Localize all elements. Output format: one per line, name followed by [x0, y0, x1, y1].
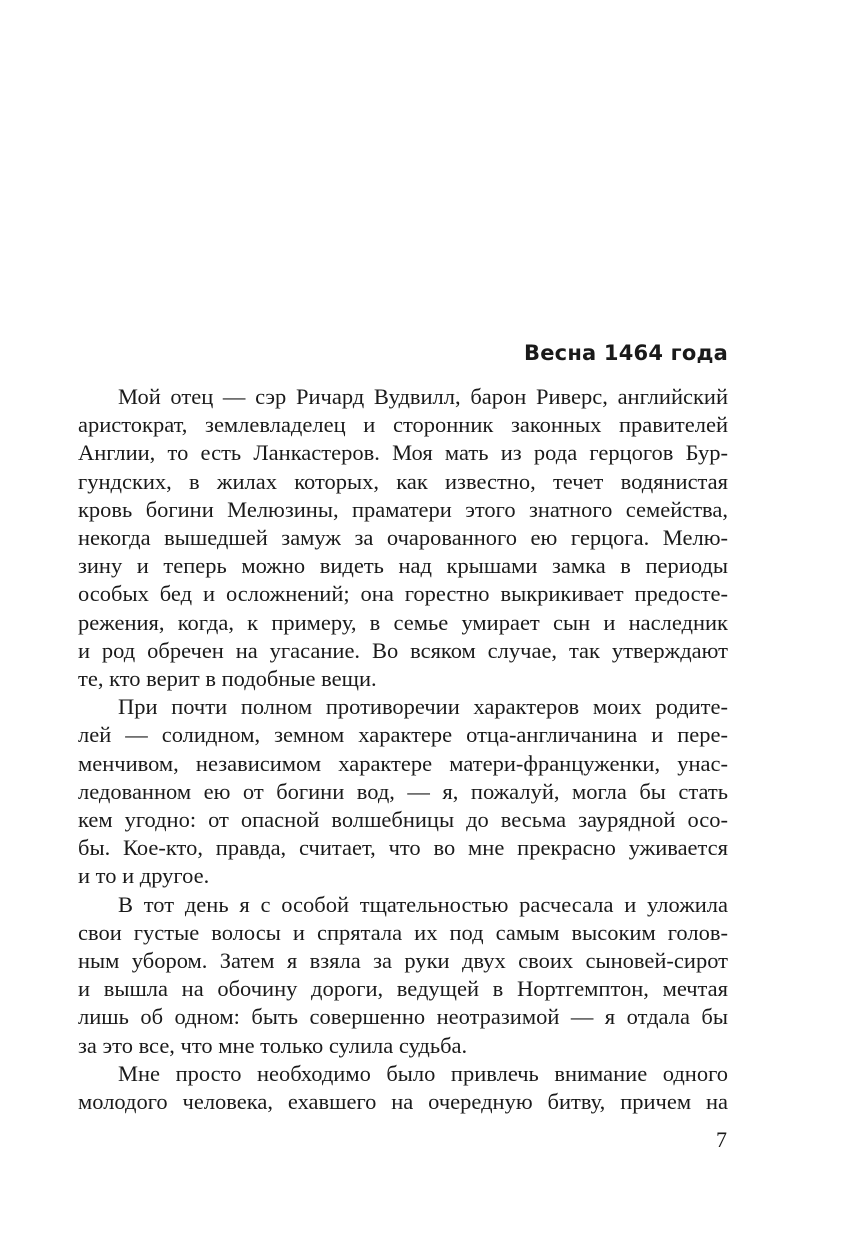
text-line: Англии, то есть Ланкастеров. Моя мать из рода герцогов Бур-: [78, 440, 728, 466]
text-line: особых бед и осложнений; она горестно выкрикивает предосте-: [78, 581, 728, 607]
text-line: и род обречен на угасание. Во всяком случае, так утверждают: [78, 637, 728, 663]
text-line: молодого человека, ехавшего на очередную битву, причем на: [78, 1089, 728, 1115]
paragraph-2: [78, 693, 728, 890]
text-line: ным убором. Затем я взяла за руки двух своих сыновей-сирот: [78, 948, 728, 974]
text-line: кем угодно: от опасной волшебницы до весьма заурядной осо-: [78, 807, 728, 833]
text-line: Мой отец — сэр Ричард Вудвилл, барон Риверс, английский: [118, 384, 728, 409]
text-line: лей — солидном, земном характере отца-англичанина и пере-: [78, 722, 728, 748]
text-line: бы. Кое-кто, правда, считает, что во мне прекрасно уживается: [78, 835, 728, 861]
text-line: и то и другое.: [78, 863, 210, 889]
text-line: аристократ, землевладелец и сторонник законных правителей: [78, 412, 728, 438]
text-line: режения, когда, к примеру, в семье умирает сын и наследник: [78, 609, 728, 635]
text-line: В тот день я с особой тщательностью расчесала и уложила: [118, 891, 728, 917]
page-number: 7: [716, 1127, 727, 1152]
body-text: [78, 383, 728, 1116]
text-line: зину и теперь можно видеть над крышами замка в периоды: [78, 553, 728, 579]
text-line: ледованном ею от богини вод, — я, пожалуй, могла бы стать: [78, 778, 728, 804]
text-line: гундских, в жилах которых, как известно, течет водянистая: [78, 468, 728, 494]
text-line: те, кто верит в подобные вещи.: [78, 666, 377, 692]
paragraph-1: [78, 383, 728, 693]
text-line: менчивом, независимом характере матери-француженки, унас-: [78, 750, 728, 776]
text-line: кровь богини Мелюзины, праматери этого знатного семейства,: [78, 496, 728, 522]
paragraph-4: [78, 1060, 728, 1116]
text-line: При почти полном противоречии характеров моих родите-: [118, 694, 728, 720]
text-line: некогда вышедшей замуж за очарованного ею герцога. Мелю-: [78, 525, 728, 551]
chapter-heading: Весна 1464 года: [524, 341, 728, 365]
text-line: лишь об одном: быть совершенно неотразимой — я отдала бы: [78, 1004, 728, 1030]
paragraph-3: [78, 891, 728, 1060]
text-line: свои густые волосы и спрятала их под самым высоким голов-: [78, 919, 728, 945]
text-line: Мне просто необходимо было привлечь внимание одного: [118, 1060, 728, 1086]
text-line: и вышла на обочину дороги, ведущей в Нортгемптон, мечтая: [78, 976, 728, 1002]
text-line: за это все, что мне только сулила судьба.: [78, 1032, 468, 1058]
